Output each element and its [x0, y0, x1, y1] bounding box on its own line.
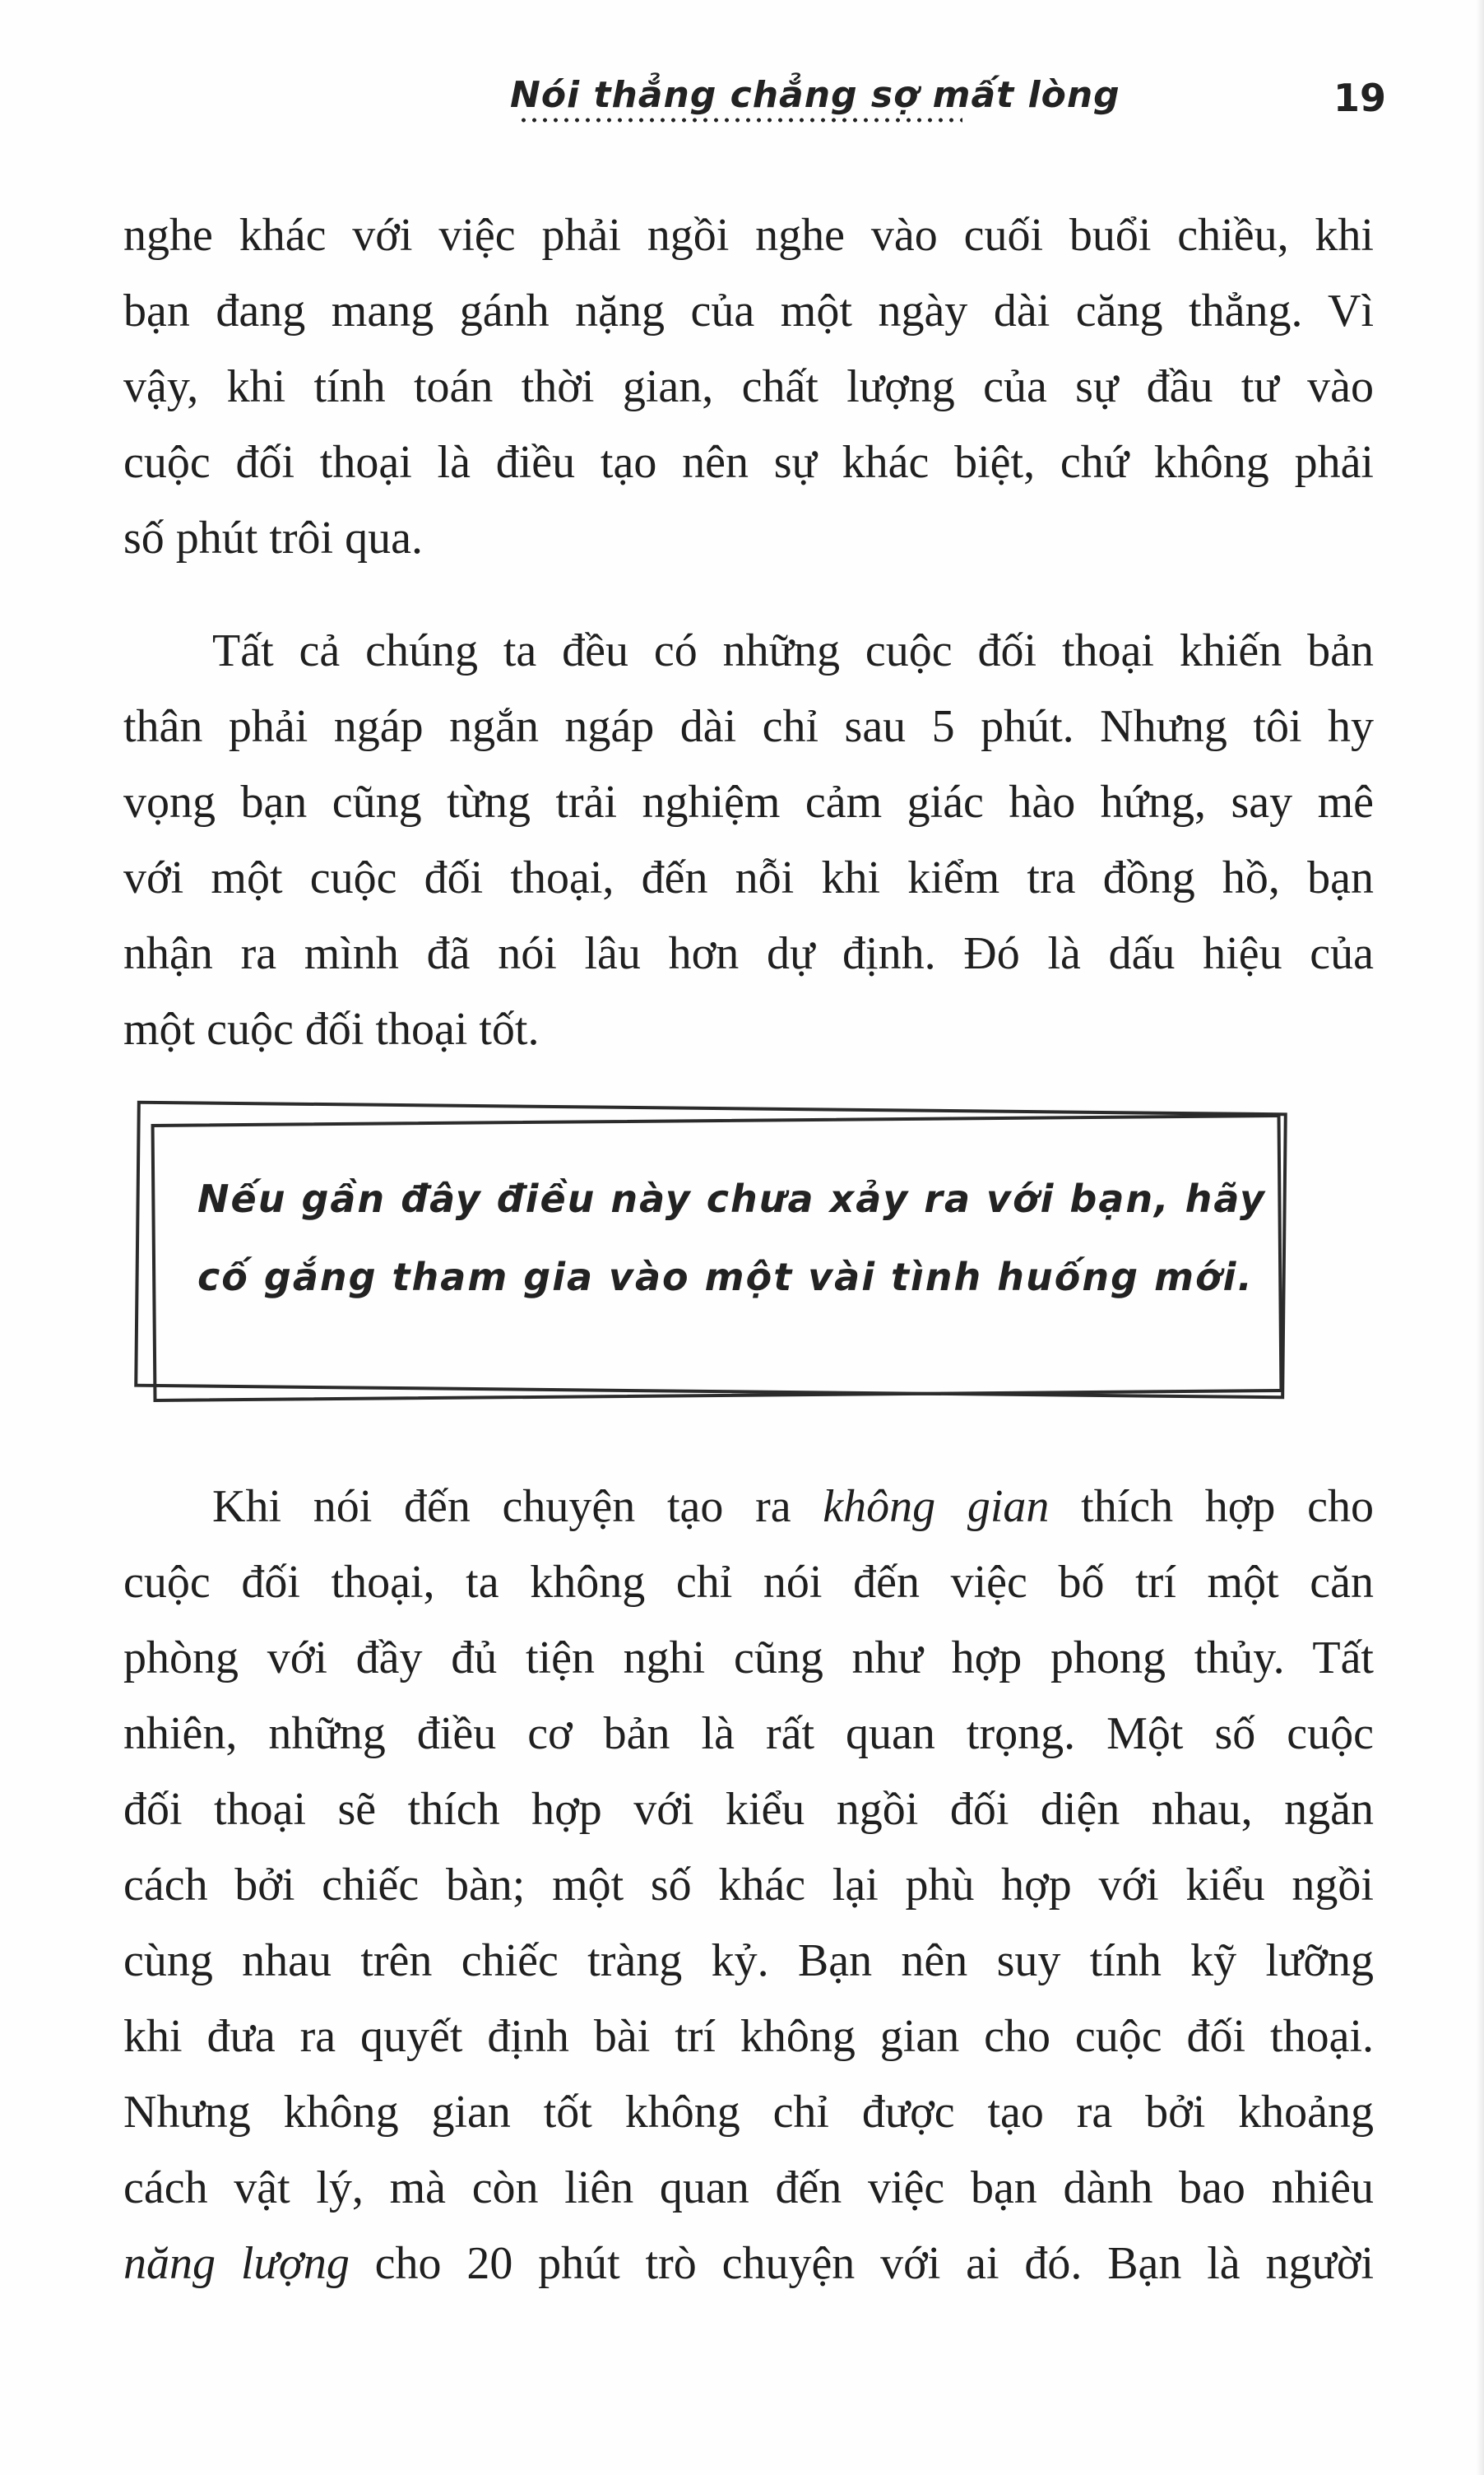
paragraph-3-line-3: phòng với đầy đủ tiện nghi cũng như hợp phong thủy. Tất: [123, 1632, 1374, 1683]
paragraph-2-line-1: Tất cả chúng ta đều có những cuộc đối thoại khiến bản: [212, 625, 1374, 676]
emphasis-khong-gian: không gian: [823, 1481, 1050, 1532]
running-header: [510, 74, 1120, 123]
paragraph-1-line-3: vậy, khi tính toán thời gian, chất lượng của sự đầu tư vào: [123, 361, 1374, 412]
paragraph-3-line-4: nhiên, những điều cơ bản là rất quan trọng. Một số cuộc: [123, 1708, 1374, 1759]
paragraph-3-line-6: cách bởi chiếc bàn; một số khác lại phù hợp với kiểu ngồi: [123, 1860, 1374, 1911]
page-edge-shadow: [1476, 0, 1484, 2475]
callout-line-2: cố gắng tham gia vào một vài tình huống mới.: [197, 1255, 1254, 1299]
paragraph-2-line-5: nhận ra mình đã nói lâu hơn dự định. Đó là dấu hiệu của: [123, 928, 1374, 979]
paragraph-3-line-1: [123, 1469, 1374, 1544]
paragraph-2-line-4: với một cuộc đối thoại, đến nỗi khi kiểm tra đồng hồ, bạn: [123, 852, 1374, 903]
paragraph-1-line-5: số phút trôi qua.: [123, 513, 423, 564]
paragraph-3-line-11-end: cho 20 phút trò chuyện với ai đó. Bạn là người: [349, 2238, 1374, 2289]
paragraph-3-line-10: cách vật lý, mà còn liên quan đến việc bạn dành bao nhiêu: [123, 2162, 1374, 2213]
emphasis-nang-luong: năng lượng: [123, 2238, 350, 2289]
page-number: 19: [1333, 76, 1386, 120]
paragraph-3-line-11: [123, 2226, 1374, 2301]
callout-line-1: Nếu gần đây điều này chưa xảy ra với bạn, hãy: [197, 1177, 1266, 1221]
paragraph-1-line-4: cuộc đối thoại là điều tạo nên sự khác biệt, chứ không phải: [123, 437, 1374, 488]
callout-text: [197, 1160, 1266, 1316]
paragraph-3: [123, 1469, 1374, 2301]
paragraph-2-line-2: thân phải ngáp ngắn ngáp dài chỉ sau 5 phút. Nhưng tôi hy: [123, 701, 1374, 752]
paragraph-3-line-8: khi đưa ra quyết định bài trí không gian cho cuộc đối thoại.: [123, 2011, 1374, 2062]
paragraph-1-line-2: bạn đang mang gánh nặng của một ngày dài căng thẳng. Vì: [123, 286, 1374, 337]
dotted-underline: [518, 118, 962, 123]
paragraph-3-line-2: cuộc đối thoại, ta không chỉ nói đến việc bố trí một căn: [123, 1557, 1374, 1608]
paragraph-2: [123, 613, 1374, 1067]
paragraph-3-line-1-end: thích hợp cho: [1049, 1481, 1374, 1532]
running-title: Nói thẳng chẳng sợ mất lòng: [510, 74, 1120, 116]
paragraph-3-line-1-start: Khi nói đến chuyện tạo ra: [212, 1481, 823, 1532]
paragraph-1: [123, 197, 1374, 576]
paragraph-3-line-9: Nhưng không gian tốt không chỉ được tạo ra bởi khoảng: [123, 2087, 1374, 2138]
paragraph-1-line-1: nghe khác với việc phải ngồi nghe vào cuối buổi chiều, khi: [123, 210, 1374, 261]
paragraph-3-line-7: cùng nhau trên chiếc tràng kỷ. Bạn nên suy tính kỹ lưỡng: [123, 1935, 1374, 1986]
paragraph-2-line-6: một cuộc đối thoại tốt.: [123, 1004, 540, 1055]
paragraph-3-line-5: đối thoại sẽ thích hợp với kiểu ngồi đối diện nhau, ngăn: [123, 1784, 1374, 1835]
paragraph-2-line-3: vọng bạn cũng từng trải nghiệm cảm giác hào hứng, say mê: [123, 777, 1374, 828]
